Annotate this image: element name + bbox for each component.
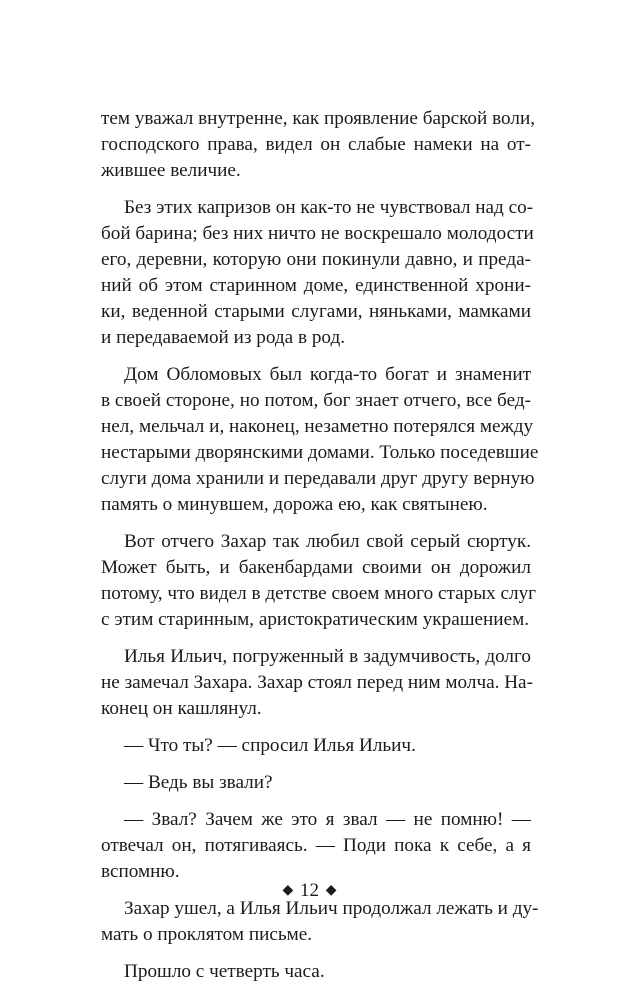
text-line: Дом Обломовых был когда-то богат и знаменит [124, 364, 531, 385]
text-line: — Ведь вы звали? [124, 772, 273, 793]
paragraph [101, 733, 531, 759]
ornament-right-icon: ◆ [325, 883, 337, 898]
text-line: с этим старинным, аристократическим украшением. [101, 609, 530, 630]
paragraph [101, 362, 539, 518]
text-line: слуги дома хранили и передавали друг другу верную [101, 468, 535, 489]
page-number: 12 [300, 880, 319, 901]
text-line: господского права, видел он слабые намеки на от- [101, 134, 531, 155]
body-text [101, 106, 539, 996]
text-line: Прошло с четверть часа. [124, 961, 325, 982]
text-line: Захар ушел, а Илья Ильич продолжал лежать и ду- [124, 898, 539, 919]
text-line: — Звал? Зачем же это я звал — не помню! — [124, 809, 531, 830]
text-line: Илья Ильич, погруженный в задумчивость, долго [124, 646, 531, 667]
text-line: в своей стороне, но потом, бог знает отчего, все бед- [101, 390, 531, 411]
text-line: ки, веденной старыми слугами, няньками, мамками [101, 301, 531, 322]
text-line: память о минувшем, дорожа ею, как святынею. [101, 494, 488, 515]
ornament-left-icon: ◆ [282, 883, 294, 898]
text-line: и передаваемой из рода в род. [101, 327, 346, 348]
page-footer [0, 878, 619, 904]
text-line: вспомню. [101, 861, 180, 882]
text-line: конец он кашлянул. [101, 698, 262, 719]
text-line: тем уважал внутренне, как проявление барской воли, [101, 108, 536, 129]
text-line: ний об этом старинном доме, единственной хрони- [101, 275, 531, 296]
text-line: нел, мельчал и, наконец, незаметно потерялся между [101, 416, 534, 437]
paragraph [101, 644, 531, 722]
text-line: жившее величие. [101, 160, 241, 181]
text-line: отвечал он, потягиваясь. — Поди пока к себе, а я [101, 835, 531, 856]
paragraph [101, 195, 534, 351]
paragraph [101, 770, 531, 796]
text-line: Может быть, и бакенбардами своими он дорожил [101, 557, 531, 578]
text-line: его, деревни, которую они покинули давно, и преда- [101, 249, 531, 270]
paragraph [101, 959, 531, 985]
text-line: потому, что видел в детстве своем много старых слуг [101, 583, 537, 604]
text-line: Вот отчего Захар так любил свой серый сюртук. [124, 531, 531, 552]
paragraph [101, 106, 536, 184]
paragraph [101, 529, 537, 633]
text-line: Без этих капризов он как-то не чувствовал над со- [124, 197, 534, 218]
paragraph [101, 807, 531, 885]
text-line: бой барина; без них ничто не воскрешало молодости [101, 223, 534, 244]
text-line: нестарыми дворянскими домами. Только поседевшие [101, 442, 539, 463]
text-line: мать о проклятом письме. [101, 924, 313, 945]
text-line: — Что ты? — спросил Илья Ильич. [124, 735, 416, 756]
text-line: не замечал Захара. Захар стоял перед ним молча. На- [101, 672, 533, 693]
